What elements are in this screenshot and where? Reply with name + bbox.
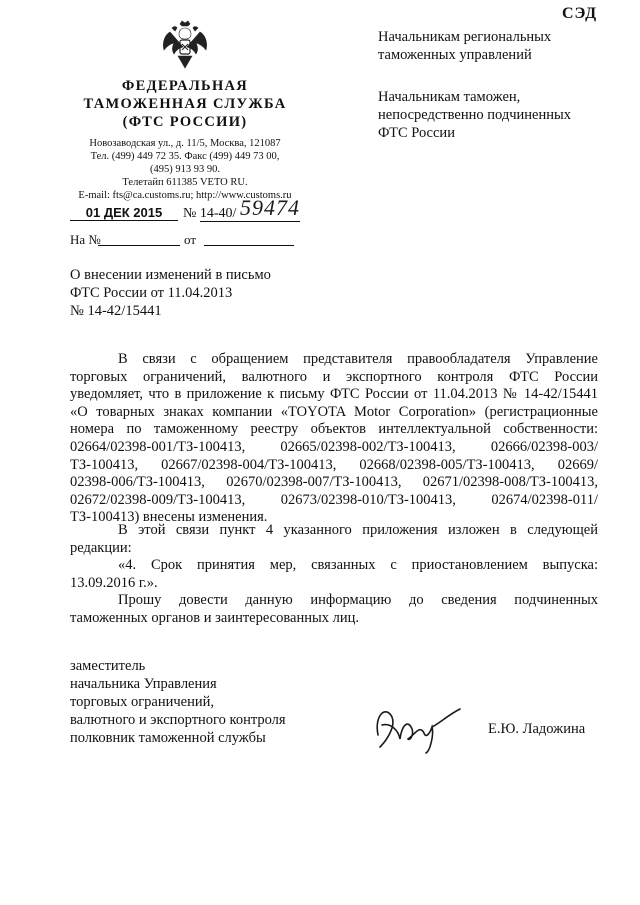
- ref-date-label: от: [184, 232, 197, 247]
- contact-phone: Тел. (499) 449 72 35. Факс (499) 449 73 00,: [90, 151, 280, 162]
- body-line: номера по таможенному реестру объектов интеллектуальной собственности:: [70, 421, 598, 438]
- body-paragraph-1: [70, 351, 598, 527]
- addressee-line: непосредственно подчиненных: [378, 107, 571, 123]
- position-line: начальника Управления: [70, 676, 217, 692]
- addressee-line: Начальникам таможен,: [378, 89, 521, 105]
- contact-email: E-mail: fts@ca.customs.ru; http://www.customs.ru: [78, 190, 292, 201]
- ref-date-line: [204, 245, 294, 246]
- ref-number-label: На №: [70, 232, 101, 247]
- body-line: Прошу довести данную информацию до сведения подчиненных: [118, 592, 598, 608]
- body-line: В связи с обращением представителя правообладателя Управление: [118, 351, 598, 367]
- letter-subject: [70, 266, 271, 320]
- signatory-position: [70, 657, 286, 747]
- position-line: полковник таможенной службы: [70, 730, 266, 746]
- signatory-name: Е.Ю. Ладожина: [488, 721, 586, 737]
- subject-line: О внесении изменений в письмо: [70, 267, 271, 283]
- contact-info: [60, 137, 310, 202]
- letter-number-prefix: № 14-40/: [183, 206, 237, 221]
- body-line: 02672/02398-009/ТЗ-100413, 02673/02398-010/ТЗ-100413, 02674/02398-011/: [70, 491, 598, 508]
- body-paragraph-2: [70, 522, 598, 557]
- body-line: В этой связи пункт 4 указанного приложения изложен в следующей: [118, 522, 598, 538]
- subject-line: ФТС России от 11.04.2013: [70, 285, 233, 301]
- addressee-regional: [378, 28, 551, 64]
- org-name-line1: ФЕДЕРАЛЬНАЯ: [121, 78, 249, 94]
- position-line: заместитель: [70, 658, 146, 674]
- body-line: ТЗ-100413) внесены изменения.: [70, 509, 268, 526]
- addressee-line: ФТС России: [378, 125, 455, 141]
- org-name-line3: (ФТС РОССИИ): [122, 114, 248, 130]
- ref-number-line: [98, 245, 180, 246]
- addressee-customs: [378, 88, 571, 142]
- body-line: 02398-006/ТЗ-100413, 02670/02398-007/ТЗ-100413, 02671/02398-008/ТЗ-100413,: [70, 474, 598, 491]
- body-line: 02664/02398-001/ТЗ-100413, 02665/02398-002/ТЗ-100413, 02666/02398-003/: [70, 438, 598, 455]
- body-paragraph-3: [70, 557, 598, 592]
- number-underline: [200, 221, 300, 222]
- body-line: торговых ограничений, валютного и экспортного контроля ФТС России: [70, 368, 598, 385]
- body-paragraph-4: [70, 592, 598, 627]
- body-line: таможенных органов и заинтересованных лиц.: [70, 609, 359, 626]
- addressee-line: Начальникам региональных: [378, 29, 552, 45]
- contact-address: Новозаводская ул., д. 11/5, Москва, 121087: [89, 138, 281, 149]
- body-line: «О товарных знаках компании «TOYOTA Motor Corporation» (регистрационные: [70, 403, 598, 420]
- position-line: торговых ограничений,: [70, 694, 214, 710]
- handwritten-signature: [368, 695, 468, 755]
- letter-number-handwritten: 59474: [240, 195, 300, 220]
- addressee-line: таможенных управлений: [378, 47, 532, 63]
- contact-teletype: Телетайп 611385 VETO RU.: [122, 177, 248, 188]
- body-line: «4. Срок принятия мер, связанных с приостановлением выпуска:: [118, 557, 598, 573]
- sed-stamp: СЭД: [562, 5, 598, 22]
- coat-of-arms-icon: [160, 20, 210, 72]
- body-line: уведомляет, что в приложение к письму ФТС России от 11.04.2013 № 14-42/15441: [70, 386, 598, 403]
- position-line: валютного и экспортного контроля: [70, 712, 286, 728]
- contact-phone2: (495) 913 93 90.: [150, 164, 220, 175]
- body-line: ТЗ-100413, 02667/02398-004/ТЗ-100413, 02668/02398-005/ТЗ-100413, 02669/: [70, 456, 598, 473]
- body-line: редакции:: [70, 539, 132, 556]
- letter-date: 01 ДЕК 2015: [70, 205, 178, 221]
- subject-line: № 14-42/15441: [70, 303, 162, 319]
- org-name-line2: ТАМОЖЕННАЯ СЛУЖБА: [83, 96, 287, 112]
- body-line: 13.09.2016 г.».: [70, 574, 158, 591]
